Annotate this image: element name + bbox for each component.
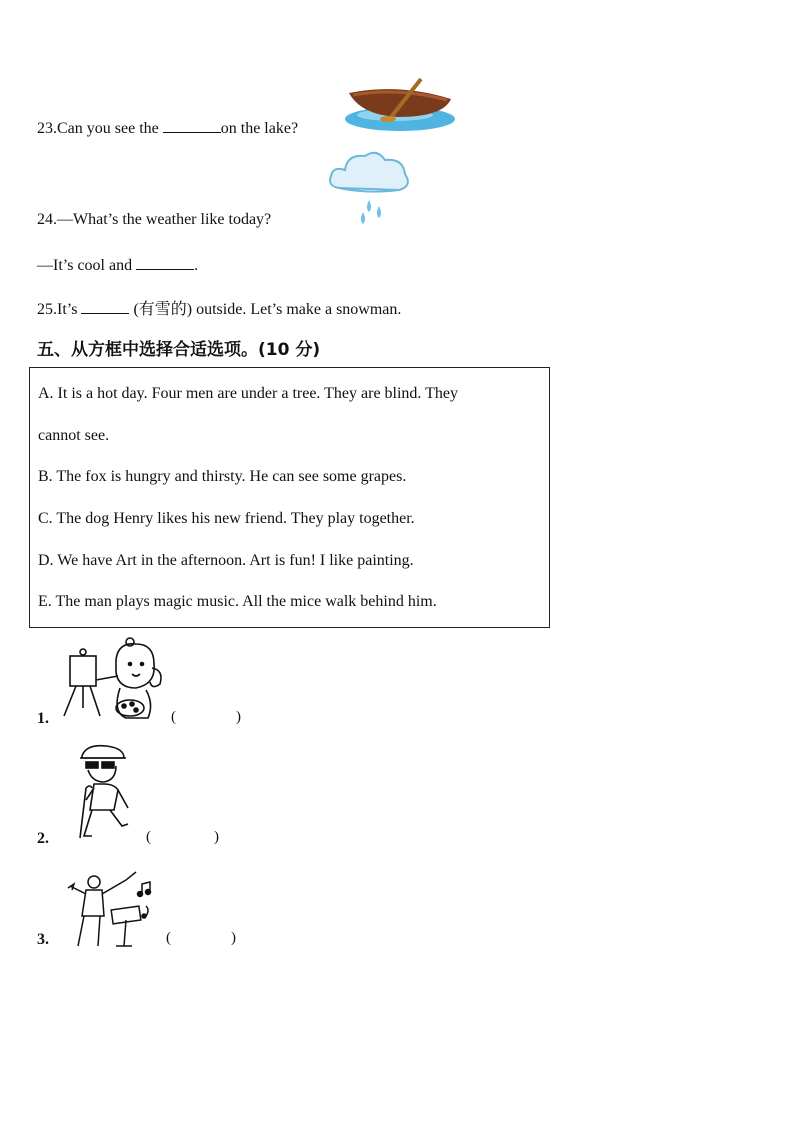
q24-answer-blank[interactable] xyxy=(136,255,194,270)
item-3-paren-open: ( xyxy=(166,930,171,946)
question-25 xyxy=(37,296,401,319)
question-24-answer xyxy=(37,255,198,275)
q24-text-before: —It’s cool and xyxy=(37,257,137,274)
section-five-title: 五、从方框中选择合适选项。(10 分) xyxy=(37,340,321,360)
item-2-number: 2. xyxy=(37,830,49,847)
q25-text-before: 25.It’s xyxy=(37,301,82,318)
rain-cloud-image xyxy=(327,148,411,228)
option-e: E. The man plays magic music. All the mice walk behind him. xyxy=(38,593,437,610)
conductor-image xyxy=(64,870,156,948)
q23-text-after: on the lake? xyxy=(220,120,299,137)
q25-text-after: (有雪的) outside. Let’s make a snowman. xyxy=(129,301,402,318)
painting-girl-image xyxy=(60,638,166,722)
item-1-paren-open: ( xyxy=(171,709,176,725)
blind-man-image xyxy=(74,744,134,842)
item-3-number: 3. xyxy=(37,931,49,948)
option-b: B. The fox is hungry and thirsty. He can see some grapes. xyxy=(38,468,407,485)
item-1-number: 1. xyxy=(37,710,49,727)
option-d: D. We have Art in the afternoon. Art is fun! I like painting. xyxy=(38,552,414,569)
question-23 xyxy=(37,118,298,138)
boat-image xyxy=(343,75,458,135)
q24-text-after: . xyxy=(194,257,199,274)
item-2-paren-close: ) xyxy=(214,829,219,845)
item-3-paren-close: ) xyxy=(231,930,236,946)
item-1-paren-close: ) xyxy=(236,709,241,725)
q23-answer-blank[interactable] xyxy=(163,118,221,133)
option-a-line2: cannot see. xyxy=(38,427,110,444)
q25-answer-blank[interactable] xyxy=(81,299,129,314)
option-a-line1: A. It is a hot day. Four men are under a tree. They are blind. They xyxy=(38,385,459,402)
question-24-prompt: 24.—What’s the weather like today? xyxy=(37,211,272,228)
item-2-paren-open: ( xyxy=(146,829,151,845)
options-box xyxy=(29,367,550,628)
option-c: C. The dog Henry likes his new friend. They play together. xyxy=(38,510,415,527)
q23-text-before: 23.Can you see the xyxy=(37,120,163,137)
